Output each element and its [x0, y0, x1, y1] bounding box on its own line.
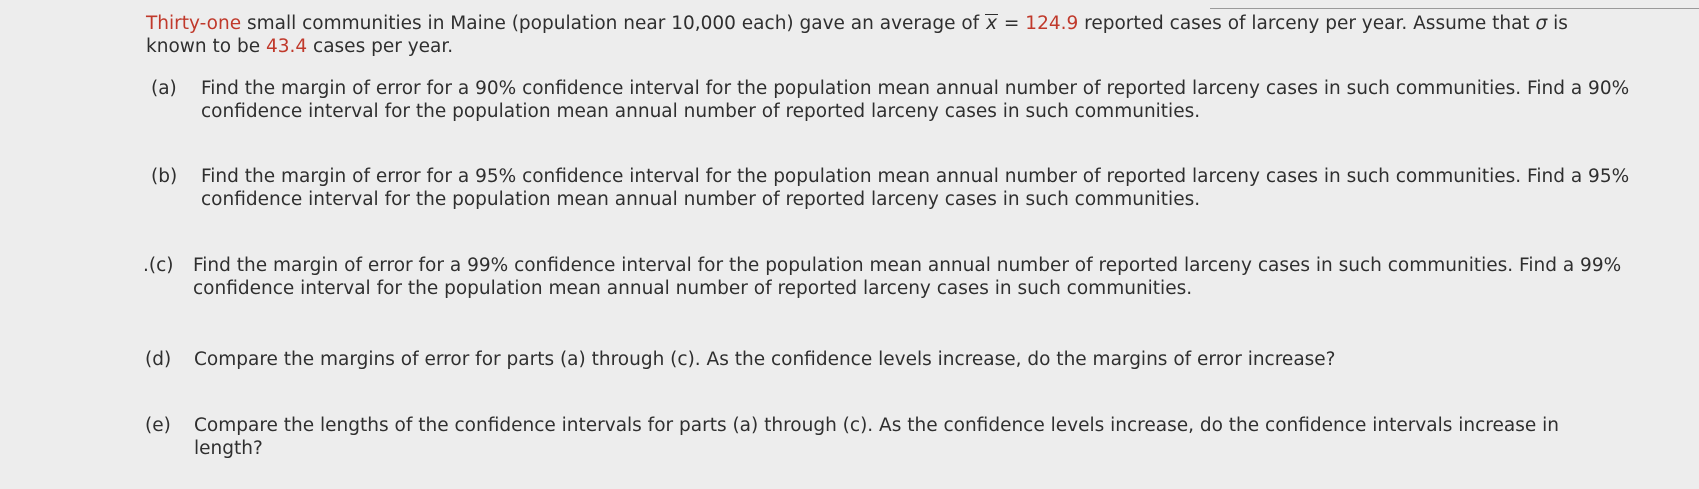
part-b-label: (b): [151, 166, 178, 187]
intro-text-4: cases per year.: [307, 36, 454, 57]
intro-text-2: reported cases of larceny per year. Assume that: [1078, 13, 1536, 34]
intro-equals: =: [998, 13, 1026, 34]
intro-text-1: small communities in Maine (population near 10,000 each) gave an average of: [241, 13, 986, 34]
sigma-symbol: σ: [1535, 13, 1548, 34]
part-d-label: (d): [145, 349, 172, 370]
part-a-text: Find the margin of error for a 90% confidence interval for the population mean annual number of reported larceny cases in such communities. Find a 90% confidence interval for the population mean annual number of reported larceny cases in such communities.: [201, 78, 1630, 122]
intro-sample-size: Thirty-one: [146, 13, 242, 34]
intro-mean-value: 124.9: [1025, 13, 1079, 34]
part-b-text: Find the margin of error for a 95% confidence interval for the population mean annual number of reported larceny cases in such communities. Find a 95% confidence interval for the population mean annual number of reported larceny cases in such communities.: [201, 166, 1630, 210]
part-c-text: Find the margin of error for a 99% confidence interval for the population mean annual number of reported larceny cases in such communities. Find a 99% confidence interval for the population mean annual number of reported larceny cases in such communities.: [193, 255, 1622, 299]
part-e-label: (e): [145, 415, 171, 436]
xbar-symbol: x: [986, 13, 998, 34]
part-d-text: Compare the margins of error for parts (a) through (c). As the confidence levels increase, do the margins of error increase?: [194, 349, 1336, 370]
intro-sd-value: 43.4: [265, 36, 308, 57]
problem-intro: [146, 12, 1616, 58]
part-e-text: Compare the lengths of the confidence intervals for parts (a) through (c). As the confidence levels increase, do the confidence intervals increase in length?: [194, 415, 1559, 459]
part-a-label: (a): [151, 78, 177, 99]
part-c-label: .(c): [143, 255, 174, 276]
intro-text-3: is known to be: [146, 13, 1568, 57]
